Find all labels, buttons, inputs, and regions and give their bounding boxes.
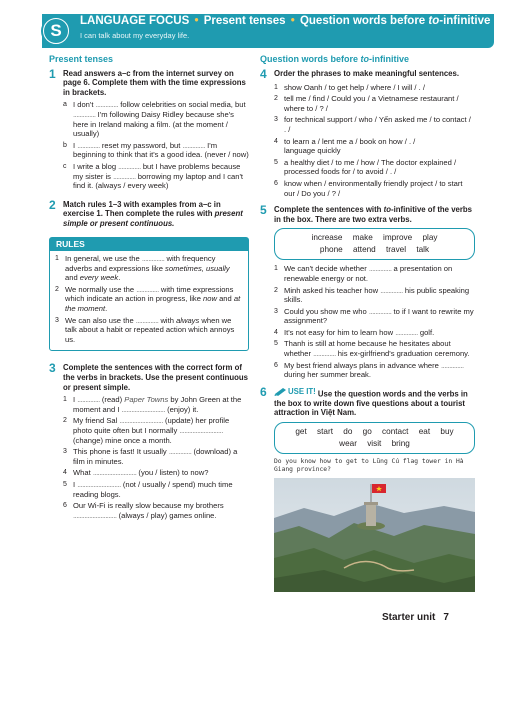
exercise-3	[49, 363, 249, 392]
answer-blank[interactable]: ..............	[380, 285, 403, 295]
list-item: 3 This phone is fast! It usually .............. (download) a film in minutes.	[63, 447, 238, 466]
list-item: 5 I ........................... (not / usually / spend) much time reading blogs.	[63, 479, 233, 499]
answer-blank[interactable]: ..............	[136, 284, 159, 294]
exercise-1-items	[63, 100, 249, 190]
unit-badge	[41, 16, 71, 46]
list-item: 2 tell me / find / Could you / a Vietnamese restaurant / where to / ? /	[274, 94, 459, 113]
word-chip: play	[422, 233, 438, 243]
list-item: 3 for technical support / who / Yến asked me / to contact / . /	[274, 115, 471, 134]
word-chip: bring	[391, 438, 410, 448]
answer-blank[interactable]: ..............	[395, 327, 418, 337]
exercise-instruction: Read answers a–c from the internet survey on page 6. Complete them with the time expressions in brackets.	[63, 68, 246, 97]
list-item: 6 Our Wi-Fi is really slow because my brothers ........................... (always / play) games online.	[63, 501, 224, 520]
exercise-1	[49, 66, 249, 98]
exercise-5-items	[274, 264, 475, 380]
section-heading-present-tenses: Present tenses	[49, 54, 114, 64]
answer-blank[interactable]: ..............	[313, 349, 336, 359]
exercise-number: 6	[260, 384, 267, 399]
word-chip: wear	[339, 438, 357, 448]
list-item: 6 My best friend always plans in advance where .............. during her summer break.	[274, 360, 464, 380]
right-column	[260, 55, 475, 592]
example-question: Do you know how to get to Lũng Cú flag tower in Hà Giang province?	[274, 457, 464, 474]
left-column	[49, 55, 249, 522]
exercise-number: 1	[49, 66, 56, 81]
page-number: 7	[443, 612, 449, 623]
exercise-4-items	[274, 83, 475, 199]
word-chip: attend	[352, 245, 376, 255]
flag-tower-photo	[274, 478, 475, 592]
exercise-instruction: Order the phrases to make meaningful sentences.	[274, 68, 460, 78]
title-topic-1: Present tenses	[203, 15, 286, 27]
list-item: 1 show Oanh / to get help / where / I will / . /	[274, 82, 425, 92]
answer-blank[interactable]: ..............	[368, 264, 392, 274]
answer-blank[interactable]: ..............	[77, 395, 100, 405]
answer-blank[interactable]: ..............	[95, 100, 119, 110]
word-chip: buy	[440, 426, 454, 436]
rule-item: 3 We can also use the .............. with always when we talk about a habit or repeated action which annoys us.	[55, 315, 235, 344]
word-chip: contact	[382, 426, 409, 436]
exercise-number: 3	[49, 361, 56, 376]
title-bullet: •	[290, 15, 295, 27]
rule-item: 2 We normally use the .............. with time expressions which indicate an action in progress, like now and at the moment.	[55, 284, 241, 314]
page-footer	[382, 612, 449, 623]
list-item: 1 I .............. (read) Paper Towns by John Green at the moment and I ........................... (enjoy) it.	[63, 395, 242, 414]
exercise-number: 5	[260, 203, 267, 218]
lesson-subtitle: I can talk about my everyday life.	[80, 31, 190, 40]
unit-letter: S	[44, 19, 68, 43]
footer-unit: Starter unit	[382, 612, 436, 623]
list-item: 2 Minh asked his teacher how .............. his public speaking skills.	[274, 285, 470, 305]
answer-blank[interactable]: ...........................	[73, 510, 117, 520]
answer-blank[interactable]: ..............	[118, 161, 141, 171]
answer-blank[interactable]: ...........................	[179, 426, 223, 435]
word-chip: increase	[311, 233, 343, 243]
answer-blank[interactable]: ..............	[368, 306, 392, 316]
exercise-2	[49, 197, 249, 229]
section-heading-question-words: Question words before to-infinitive	[260, 54, 410, 64]
word-chip: talk	[416, 245, 430, 255]
answer-blank[interactable]: ...........................	[121, 404, 166, 414]
exercise-instruction: Complete the sentences with to-infinitive of the verbs in the box. There are two extra verbs.	[274, 205, 472, 224]
answer-blank[interactable]: ...........................	[119, 416, 163, 426]
lesson-title	[80, 15, 490, 27]
exercise-4	[260, 66, 475, 81]
exercise-number: 4	[260, 66, 267, 81]
list-item: 2 My friend Sal ........................... (update) her profile photo quite often but I normally ........................... (change) mine once a month.	[63, 416, 230, 445]
title-topic-2: Question words before to-infinitive	[299, 15, 491, 27]
list-item: 1 We can't decide whether .............. a presentation on renewable energy or not.	[274, 264, 453, 283]
list-item: 6 know when / environmentally friendly project / to start our / Do you / ? /	[274, 178, 463, 198]
answer-blank[interactable]: ..............	[182, 140, 206, 150]
word-chip: get	[295, 426, 307, 436]
list-item: c I write a blog .............. but I have problems because my sister is .............. borrowing my laptop and I can't find it. (always / every week)	[63, 161, 244, 191]
exercise-instruction: USE IT! Use the question words and the verbs in the box to write down five questions about a tourist attraction in Việt Nam.	[274, 386, 468, 418]
word-chip: eat	[418, 426, 431, 436]
answer-blank[interactable]: ..............	[77, 140, 100, 150]
answer-blank[interactable]: ..............	[113, 171, 136, 181]
exercise-instruction: Match rules 1–3 with examples from a–c in exercise 1. Then complete the rules with present simple or present continuous.	[63, 199, 243, 228]
list-item: 3 Could you show me who .............. to if I want to rewrite my assignment?	[274, 306, 474, 326]
rules-title: RULES	[50, 238, 248, 252]
answer-blank[interactable]: ...........................	[77, 479, 121, 489]
mountain-landscape-image	[274, 478, 475, 592]
title-focus: LANGUAGE FOCUS	[80, 15, 190, 27]
title-bullet: •	[194, 15, 199, 27]
rule-item: 1 In general, we use the .............. with frequency adverbs and expressions like sometimes, usually and every week.	[55, 254, 230, 283]
exercise-instruction: Complete the sentences with the correct form of the verbs in brackets. Use the present continuous or present simple.	[63, 363, 249, 392]
exercise-3-items	[63, 395, 249, 520]
word-chip: phone	[319, 245, 343, 255]
use-it-label: USE IT!	[274, 387, 316, 397]
answer-blank[interactable]: ..............	[135, 315, 159, 325]
word-chip: visit	[367, 438, 382, 448]
list-item: 4 to learn a / lent me a / book on how / . / language quickly	[274, 136, 416, 156]
word-chip: make	[352, 233, 373, 243]
list-item: 4 What ........................... (you / listen) to now?	[63, 468, 209, 478]
list-item: 4 It's not easy for him to learn how .............. golf.	[274, 327, 435, 337]
answer-blank[interactable]: ..............	[73, 109, 96, 119]
pencil-icon	[274, 387, 288, 396]
list-item: 5 Thanh is still at home because he hesitates about whether .............. his ex-girlfriend's graduation ceremony.	[274, 339, 470, 359]
answer-blank[interactable]: ..............	[441, 360, 464, 370]
answer-blank[interactable]: ..............	[141, 254, 165, 264]
list-item: b I .............. reset my password, but .............. I'm beginning to think that it's a good idea. (never / now)	[63, 140, 249, 160]
exercise-6	[260, 384, 475, 418]
rules-box	[49, 237, 249, 352]
answer-blank[interactable]: ...........................	[92, 468, 137, 478]
list-item: 5 a healthy diet / to me / how / The doctor explained / processed foods for / to avoid / . /	[274, 157, 457, 177]
word-chip: improve	[383, 233, 413, 243]
word-chip: start	[317, 426, 333, 436]
answer-blank[interactable]: ..............	[168, 447, 192, 457]
list-item: a I don't .............. follow celebrities on social media, but .............. I'm following Daisy Ridley because she's here in Ireland making a film. (at the moment / usually)	[63, 100, 246, 139]
verb-word-box	[274, 422, 475, 454]
exercise-number: 2	[49, 197, 56, 212]
word-chip: go	[362, 426, 372, 436]
verb-word-box	[274, 228, 475, 260]
word-chip: travel	[386, 245, 407, 255]
exercise-5	[260, 205, 475, 224]
word-chip: do	[343, 426, 353, 436]
